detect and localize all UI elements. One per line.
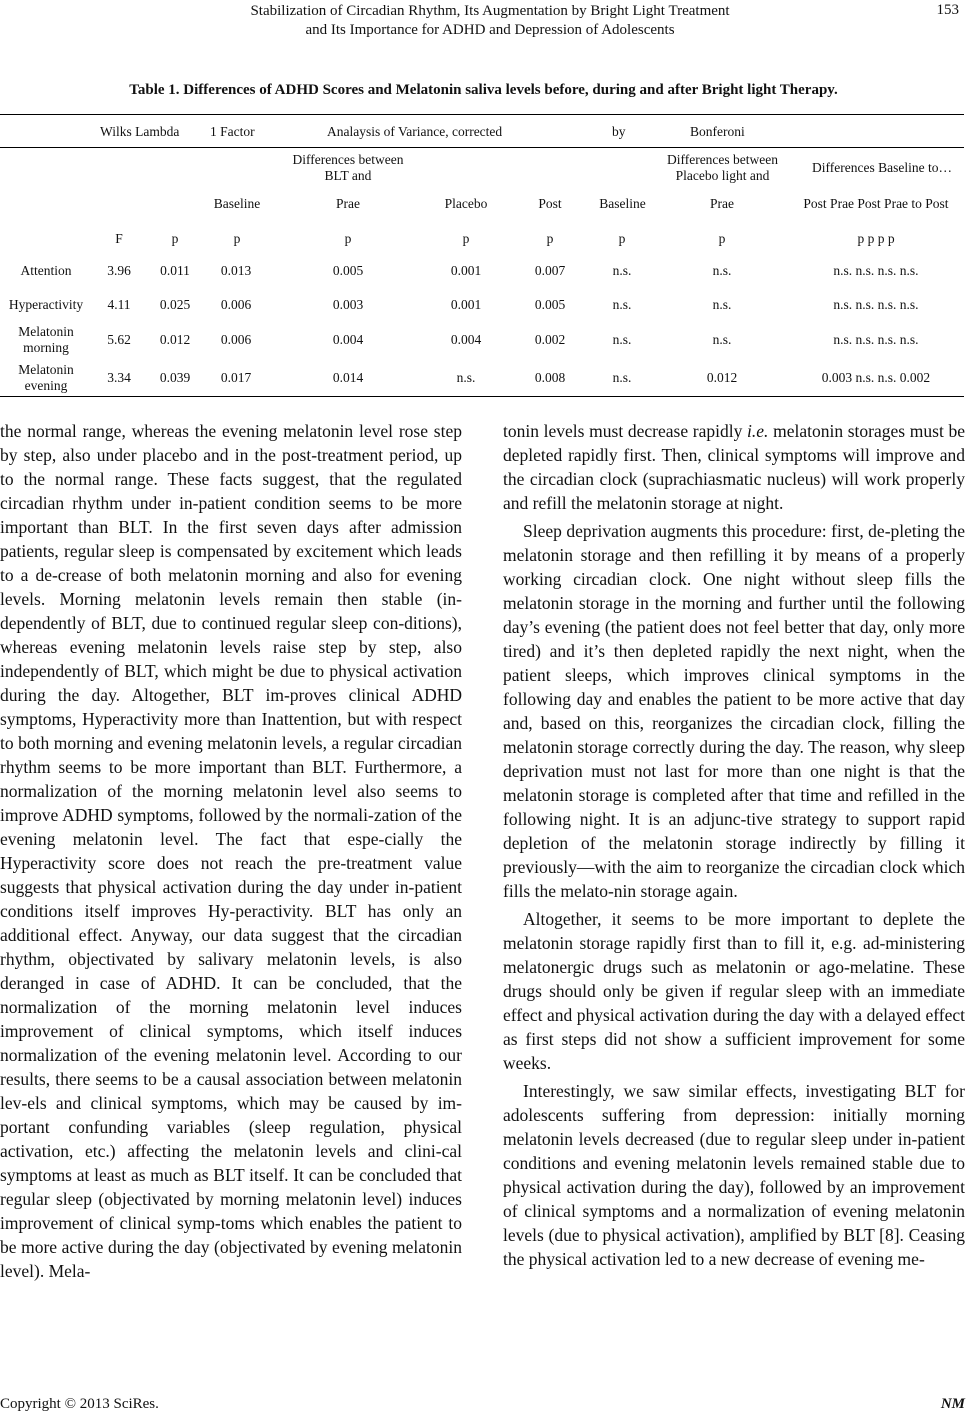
table-cell: n.s. n.s. n.s. n.s. [833,332,919,347]
table-cell: n.s. n.s. n.s. n.s. [833,297,919,312]
subheader-prae-placebo: Prae [710,196,734,211]
table-cell: 0.012 [159,332,191,347]
table-cell: 0.005 [534,297,566,312]
paragraph: Sleep deprivation augments this procedure: first, de-pleting the melatonin storage and then refilling it by means of a properly working circadian clock. One night without sleep fills the melatonin storage in the morning and further until the following day’s evening (the patient does not feel better that day, only more tired) and it’s then depleted rapidly the next night, when the patient sleeps, which improves clinical symptoms in the following day and enables the patient to be more active that day and, based on this, reorganizes the circadian clock, filling the melatonin storage correctly during the day. The reason, why sleep deprivation must not last for more than one night is that the melatonin storage is completed after that time and refilled in the following night. It is an adjunc-tive strategy to support rapid depletion of the melatonin storage indirectly by filling it previously—with the aim to reorganize the circadian clock which fills the melato-nin storage again. [503,521,965,901]
table-cell: 0.004 [450,332,482,347]
table-cell: 0.006 [220,297,252,312]
stat-header-pppp: p p p p [857,231,895,246]
paragraph: the normal range, whereas the evening melatonin level rose step by step, also under placebo and in the post-treatment period, up to the normal range. These facts suggest, that the regulated circadian rhythm under in-patient condition seems to be more important than BLT. In the first seven days after admission patients, regular sleep is compensated by excitement which leads to a de-crease of both melatonin morning and also for evening levels. Morning melatonin levels remain then stable (in-dependently of BLT, due to continued regular sleep con-ditions), whereas evening melatonin levels raise step by step, also independently of BLT, which might be due to physical activation during the day. Altogether, BLT im-proves clinical ADHD symptoms, Hyperactivity more than Inattention, but with respect to both morning and evening melatonin levels, a regular circadian rhythm seems to be more important than BLT. Furthermore, a normalization of the morning melatonin level also seems to improve ADHD symptoms, followed by the normali-zation of the evening melatonin level. The fact that espe-cially the Hyperactivity score does not reach the pre-treatment value suggests that physical activation during the day under in-patient conditions itself improves Hy-peractivity. BLT has only an additional effect. Anyway, our data suggest that the circadian rhythm, objectivated by salivary melatonin levels, is also deranged in case of ADHD. It can be concluded, that the normalization of the morning melatonin level induces improvement of clinical symptoms, which itself induces normalization of the evening melatonin level. According to our results, there seems to be a causal association between melatonin lev-els and clinical symptoms, which may be caused by im-portant confunding variables (sleep regulation, physical activation, etc.) affecting the melatonin levels and clini-cal symptoms at least as much as BLT itself. It can be concluded that regular sleep (objectivated by morning melatonin level) induces improvement of clinical symp-toms which enables the patient to be more active during the day (objectivated by evening melatonin level). Mela- [0,421,462,1281]
table-cell: 0.017 [220,370,252,385]
table-header-rule [0,147,964,148]
table-cell: n.s. [612,332,632,347]
header-by: by [612,124,626,139]
group-header-blt: Differences between BLT and [292,152,404,183]
group-header-placebo: Differences between Placebo light and [666,152,779,183]
table-cell: 0.013 [220,263,252,278]
page-number: 153 [936,2,959,18]
row-label-attention: Attention [20,263,72,278]
paragraph: tonin levels must decrease rapidly i.e. melatonin storages must be depleted rapidly first. Then, clinical symptoms will improve and the circadian clock (suprachiasmatic nucleus) will work properly and refill the melatonin storage at night. [503,421,965,513]
table-cell: 0.007 [534,263,566,278]
stat-header-p: p [171,231,179,246]
copyright: Copyright © 2013 SciRes. [0,1396,159,1412]
table-cell: 0.006 [220,332,252,347]
table-cell: n.s. [712,263,732,278]
table-cell: 0.005 [332,263,364,278]
row-label-hyperactivity: Hyperactivity [8,297,84,312]
stat-header-f: F [115,231,123,246]
subheader-baseline-blt: Baseline [213,196,261,211]
table-cell: 0.001 [450,297,482,312]
running-head-line-2: and Its Importance for ADHD and Depression of Adolescents [305,22,675,38]
table-cell: 5.62 [107,332,131,347]
table-cell: n.s. [612,297,632,312]
table-cell: 0.003 n.s. n.s. 0.002 [821,370,931,385]
stat-header-p: p [344,231,352,246]
body-column-left [0,419,462,1283]
header-analysis-of-variance: Analaysis of Variance, corrected [327,124,503,139]
subheader-placebo: Placebo [444,196,488,211]
table-cell: 0.003 [332,297,364,312]
table-cell: 0.004 [332,332,364,347]
running-head [150,2,830,40]
subheader-baseline-placebo: Baseline [599,196,646,211]
table-cell: 0.039 [159,370,191,385]
table-cell: 0.008 [534,370,566,385]
paragraph: Interestingly, we saw similar effects, investigating BLT for adolescents suffering from depression: initially morning melatonin levels decreased (due to regular sleep under in-patient conditions and evening melatonin levels remained stable due to physical activation during the day), followed by an improvement of clinical symptoms and a normalization of evening melatonin levels (due to physical activation), amplified by BLT [8]. Ceasing the physical activation led to a new decrease of evening me- [503,1081,965,1269]
table-cell: 0.001 [450,263,482,278]
table-cell: 0.025 [159,297,191,312]
running-head-line-1: Stabilization of Circadian Rhythm, Its Augmentation by Bright Light Treatment [250,3,730,19]
body-column-right [503,419,965,1271]
table-cell: 4.11 [107,297,131,312]
row-label-melatonin-morning: Melatonin morning [18,324,74,355]
table-caption: Table 1. Differences of ADHD Scores and Melatonin saliva levels before, during and after Bright light Therapy. [129,82,838,98]
table-cell: n.s. n.s. n.s. n.s. [833,263,919,278]
table-cell: n.s. [612,263,632,278]
stat-header-p: p [546,231,554,246]
table-cell: n.s. [712,297,732,312]
table-cell: 0.011 [160,263,190,278]
table-cell: n.s. [612,370,632,385]
subheader-post-prae: Post Prae Post Prae to Post [803,196,949,211]
subheader-prae-blt: Prae [336,196,360,211]
table-bottom-rule [0,396,964,397]
journal-abbreviation: NM [940,1396,965,1412]
table-cell: 0.014 [332,370,364,385]
table-cell: 0.002 [534,332,566,347]
table-cell: 0.012 [706,370,738,385]
stat-header-p: p [233,231,241,246]
table-cell: 3.96 [107,263,131,278]
header-1-factor: 1 Factor [210,124,255,139]
header-bonferoni: Bonferoni [690,124,745,139]
stat-header-p: p [718,231,726,246]
group-header-baseline-to: Differences Baseline to… [812,160,952,175]
paragraph: Altogether, it seems to be more important to deplete the melatonin storage rapidly first than to fill it, e.g. ad-ministering melatonergic drugs such as melatonin or ago-melatine. These drugs should only be given if regular sleep with an immediate effect and physical activation during the day with a delayed effect as first steps did not show a sufficient improvement for some weeks. [503,909,965,1073]
table-cell: n.s. [456,370,476,385]
stat-header-p: p [618,231,626,246]
table-cell: n.s. [712,332,732,347]
header-wilks-lambda: Wilks Lambda [100,124,180,139]
stat-header-p: p [462,231,470,246]
table-cell: 3.34 [107,370,131,385]
row-label-melatonin-evening: Melatonin evening [18,362,74,393]
subheader-post: Post [538,196,562,211]
table-top-rule [0,114,964,115]
